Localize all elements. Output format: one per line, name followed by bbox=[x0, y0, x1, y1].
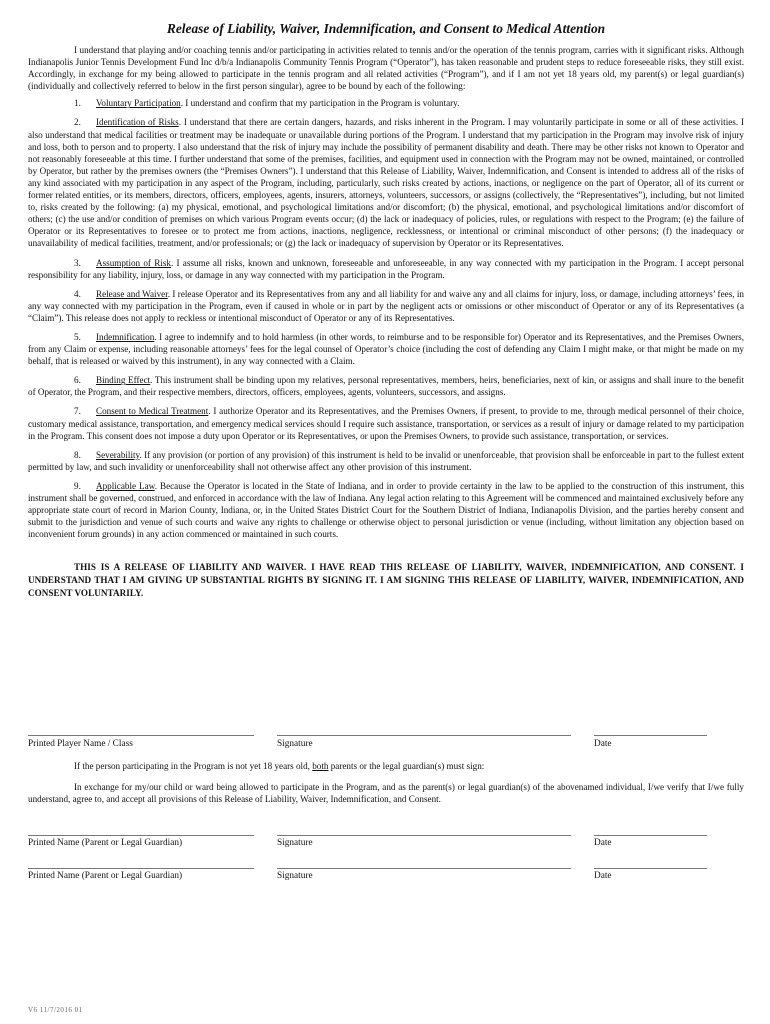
guardian2-name-label: Printed Name (Parent or Legal Guardian) bbox=[28, 871, 183, 881]
minor-note-block bbox=[28, 760, 744, 805]
guardian1-signature-line[interactable] bbox=[277, 835, 571, 836]
acknowledgement-paragraph: THIS IS A RELEASE OF LIABILITY AND WAIVER. I HAVE READ THIS RELEASE OF LIABILITY, WAIVER, INDEMNIFICATION, AND CONSENT. I UNDERSTAND THAT I AM GIVING UP SUBSTANTIAL RIGHTS BY SIGNING IT. I AM SIGNING THIS RELEASE OF LIABILITY, WAIVER, INDEMNIFICATION, AND CONSENT VOLUNTARILY. bbox=[28, 562, 744, 598]
sections-list bbox=[28, 97, 744, 540]
player-name-line[interactable] bbox=[28, 735, 254, 736]
player-date-label: Date bbox=[594, 739, 612, 749]
section-text: . I agree to indemnify and to hold harmless (in other words, to reimburse and to be responsible for) Operator and its Representatives, and the Premises Owners, from any Claim or expense, including reasonable attorneys’ fees for the legal counsel of Operator’s choice (including the cost of defending any Claim I might make, or that might be made on my behalf, that is released or waived by this instrument), in any way connected with a Claim. bbox=[28, 331, 744, 367]
section-heading: Applicable Law bbox=[96, 480, 155, 491]
section-1 bbox=[28, 97, 744, 109]
section-text: . I release Operator and its Representatives from any and all liability for and waive any and all claims for injury, loss, or damage, including attorneys’ fees, in any way connected with my participation in the Program, even if caused in whole or in part by the negligent acts or omissions or other misconduct of Operator or any of its Representatives (a “Claim”). This release does not apply to reckless or intentional misconduct of Operator or any of its Representatives. bbox=[28, 288, 744, 323]
section-4 bbox=[28, 288, 744, 324]
section-heading: Binding Effect bbox=[96, 375, 151, 386]
player-name-label: Printed Player Name / Class bbox=[28, 739, 133, 749]
section-heading: Voluntary Participation bbox=[96, 98, 181, 109]
section-number: 8. bbox=[74, 449, 81, 460]
minor-note: If the person participating in the Program is not yet 18 years old, both parents or the legal guardian(s) must sign: bbox=[74, 761, 485, 771]
player-signature-label: Signature bbox=[277, 739, 313, 749]
guardian1-name-line[interactable] bbox=[28, 835, 254, 836]
section-number: 2. bbox=[74, 117, 81, 128]
section-heading: Assumption of Risk bbox=[96, 257, 171, 268]
section-number: 6. bbox=[74, 375, 81, 386]
footer-version-code: V6 11/7/2016 01 bbox=[28, 1006, 83, 1014]
section-2 bbox=[28, 116, 744, 249]
guardian2-date-line[interactable] bbox=[594, 868, 707, 869]
section-number: 7. bbox=[74, 406, 81, 417]
guardian1-date-label: Date bbox=[594, 838, 612, 848]
section-number: 1. bbox=[74, 98, 81, 109]
section-heading: Identification of Risks bbox=[96, 117, 179, 128]
section-3 bbox=[28, 257, 744, 281]
section-text: . This instrument shall be binding upon my relatives, personal representatives, members, heirs, beneficiaries, next of kin, or assigns and shall inure to the benefit of Operator, the Program, and their respective members, directors, officers, employees, agents, volunteers, successors, and assigns. bbox=[28, 375, 745, 398]
guardian1-signature-label: Signature bbox=[277, 838, 313, 848]
section-heading: Indemnification bbox=[96, 331, 155, 342]
document-title: Release of Liability, Waiver, Indemnification, and Consent to Medical Attention bbox=[166, 21, 606, 36]
section-6 bbox=[28, 374, 744, 398]
section-number: 4. bbox=[74, 288, 81, 299]
section-text: . I understand and confirm that my participation in the Program is voluntary. bbox=[180, 98, 460, 109]
section-heading: Consent to Medical Treatment bbox=[96, 406, 209, 417]
section-number: 9. bbox=[74, 480, 81, 491]
guardian-paragraph: In exchange for my/our child or ward being allowed to participate in the Program, and as the parent(s) or legal guardian(s) of the abovenamed individual, I/we verify that I/we fully understand, agree to, and accept all provisions of this Release of Liability, Waiver, Indemnification, and Consent. bbox=[28, 782, 744, 805]
guardian2-date-label: Date bbox=[594, 871, 612, 881]
section-heading: Severability bbox=[96, 449, 140, 460]
section-text: . I understand that there are certain dangers, hazards, and risks inherent in the Program. I may voluntarily participate in some or all of these activities. I also understand that medical facilities or treatment may be inadequate or unavailable during portions of the Program. I understand that my participation in the Program may involve risk of injury and loss, both to person and to property. I also understand that the risk of injury may include the possibility of permanent disability and death. There may be other risks not known to Operator and not reasonably foreseeable at this time. I further understand that some of the premises, facilities, and equipment used in connection with the Program may not be owned, maintained, or controlled by Operator, but rather by the premises owners (the “Premises Owners”). I understand that this Release of Liability, Waiver, Indemnification, and Consent is intended to address all of the risks of any kind associated with my participation in any aspect of the Program, including, particularly, such risks created by actions, inactions, or negligence on the part of Operator, all of its current or former related entities, or its members, directors, officers, employees, agents, insurers, attorneys, volunteers, successors, or assigns (collectively, the “Representatives”), including, but not limited to, risks created by the following: (a) my physical, emotional, and psychological limitations and/or discomfort; (b) the physical, emotional, and psychological limitations and/or discomfort of others; (c) the use and/or condition of premises on which various Program events occur; (d) the lack or inadequacy of policies, rules, or regulations with respect to the Program; (e) the failure of Operator or its Representatives to foresee or to protect me from actions, inactions, negligence, recklessness, or intentional or criminal misconduct of other persons; (f) the inadequacy or unavailability of medical facilities, treatment, and/or professionals; or (g) the lack or inadequacy of supervision by Operator or its Representatives. bbox=[28, 117, 744, 249]
section-heading: Release and Waiver bbox=[96, 288, 168, 299]
guardian2-signature-label: Signature bbox=[277, 871, 313, 881]
section-text: . If any provision (or portion of any provision) of this instrument is held to be invalid or unenforceable, that provision shall be enforceable in part to the fullest extent permitted by law, and such invalidity or unenforceability shall not otherwise affect any other provision of this instrument. bbox=[28, 449, 744, 472]
section-text: . I authorize Operator and its Representatives, and the Premises Owners, if present, to provide to me, through medical personnel of their choice, customary medical assistance, transportation, and emergency medical services should I require such assistance, transportation, or services as a result of injury or damage related to my participation in the Program. This consent does not impose a duty upon Operator or its Representatives, or upon the Premises Owners, to provide such assistance, transportation, or services. bbox=[28, 406, 744, 441]
guardian1-date-line[interactable] bbox=[594, 835, 707, 836]
section-text: . I assume all risks, known and unknown, foreseeable and unforeseeable, in any way connected with my participation in the Program. I accept personal responsibility for any liability, injury, loss, or damage in any way connected with my participation in the Program. bbox=[28, 257, 745, 280]
section-number: 5. bbox=[74, 331, 81, 342]
player-signature-line[interactable] bbox=[277, 735, 571, 736]
section-5 bbox=[28, 331, 744, 367]
section-text: . Because the Operator is located in the State of Indiana, and in order to provide certainty in the law to be applied to the construction of this instrument, this instrument shall be governed, construed, and enforced in accordance with the law of Indiana. Any legal action relating to this Agreement will be commenced and maintained exclusively before any appropriate state court of record in Marion County, Indiana, or, in the United States District Court for the Southern District of Indiana, Indianapolis Division, and the parties hereby consent and submit to the jurisdiction and venue of such courts and waive any rights to challenge or otherwise object to personal jurisdiction or venue (including, without limitation any objection based on inconvenient forum grounds) in any action commenced or maintained in such courts. bbox=[28, 480, 744, 540]
guardian2-signature-line[interactable] bbox=[277, 868, 571, 869]
section-7 bbox=[28, 405, 744, 441]
section-number: 3. bbox=[74, 257, 81, 268]
section-8 bbox=[28, 449, 744, 473]
document-body bbox=[28, 44, 744, 599]
guardian1-name-label: Printed Name (Parent or Legal Guardian) bbox=[28, 838, 183, 848]
player-date-line[interactable] bbox=[594, 735, 707, 736]
section-9 bbox=[28, 480, 744, 540]
intro-paragraph: I understand that playing and/or coaching tennis and/or participating in activities related to tennis and/or the operation of the tennis program, carries with it significant risks. Although Indianapolis Junior Tennis Development Fund Inc d/b/a Indianapolis Community Tennis Program (“Operator”), has taken reasonable and prudent steps to reduce foreseeable risks, they still exist. Accordingly, in exchange for my being allowed to participate in the tennis program and all related activities (“Program”), and if I am not yet 18 years old, my parent(s) or legal guardian(s) (individually and collectively referred to below in the first person singular), agree to be bound by each of the following: bbox=[28, 45, 744, 92]
guardian2-name-line[interactable] bbox=[28, 868, 254, 869]
